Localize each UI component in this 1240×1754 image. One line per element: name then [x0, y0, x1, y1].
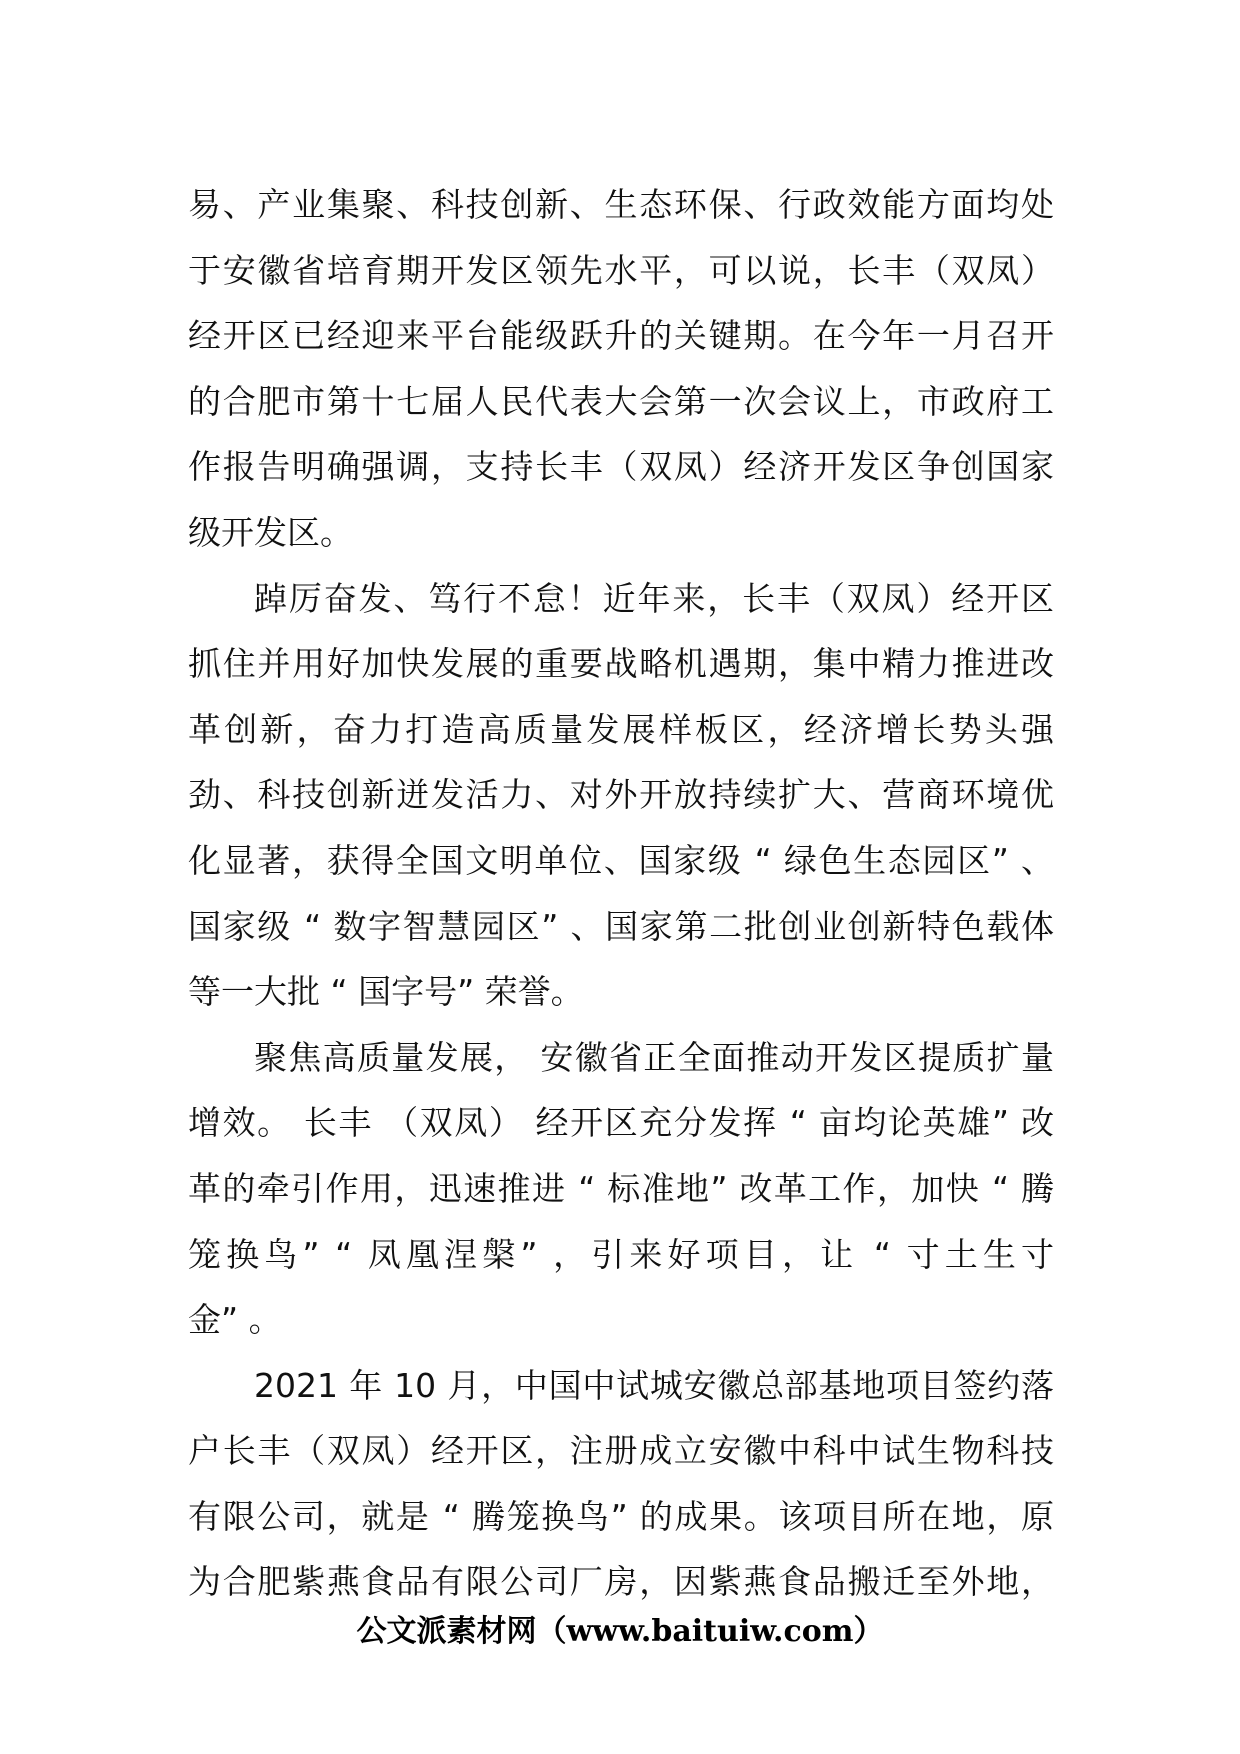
text-line: 易、产业集聚、科技创新、生态环保、行政效能方面均处: [188, 185, 1054, 224]
text-line: 为合肥紫燕食品有限公司厂房，因紫燕食品搬迁至外地，: [188, 1562, 1054, 1602]
text-line: 聚焦高质量发展， 安徽省正全面推动开发区提质扩量: [254, 1037, 1054, 1077]
text-line: 国家级 “ 数字智慧园区” 、国家第二批创业创新特色载体: [188, 906, 1054, 946]
text-line: 于安徽省培育期开发区领先水平，可以说，长丰（双凤）: [188, 250, 1054, 290]
text-line: 级开发区。: [188, 512, 353, 552]
footer-watermark: 公文派素材网（www.baituiw.com）: [356, 1614, 884, 1649]
text-line: 革创新，奋力打造高质量发展样板区，经济增长势头强: [188, 709, 1054, 749]
text-line: 金” 。: [188, 1300, 282, 1340]
text-line: 踔厉奋发、笃行不怠！近年来，长丰（双凤）经开区: [254, 578, 1054, 618]
text-line: 抓住并用好加快发展的重要战略机遇期，集中精力推进改: [188, 644, 1054, 684]
text-line: 革的牵引作用，迅速推进 “ 标准地” 改革工作，加快 “ 腾: [188, 1168, 1054, 1208]
text-line: 户长丰（双凤）经开区，注册成立安徽中科中试生物科技: [188, 1431, 1054, 1471]
text-line: 经开区已经迎来平台能级跃升的关键期。在今年一月召开: [188, 316, 1054, 356]
text-line: 化显著，获得全国文明单位、国家级 “ 绿色生态园区” 、: [188, 840, 1054, 880]
text-line: 作报告明确强调，支持长丰（双凤）经济开发区争创国家: [188, 447, 1054, 487]
text-line: 的合肥市第十七届人民代表大会第一次会议上，市政府工: [188, 381, 1054, 421]
text-line: 劲、科技创新迸发活力、对外开放持续扩大、营商环境优: [188, 775, 1054, 815]
text-line: 增效。 长丰 （双凤） 经开区充分发挥 “ 亩均论英雄” 改: [188, 1103, 1054, 1143]
text-line: 有限公司，就是 “ 腾笼换鸟” 的成果。该项目所在地，原: [188, 1496, 1054, 1536]
text-line: 笼换鸟” “ 凤凰涅槃” ，引来好项目，让 “ 寸土生寸: [188, 1234, 1054, 1274]
text-line: 等一大批 “ 国字号” 荣誉。: [188, 972, 584, 1012]
text-line: 2021 年 10 月，中国中试城安徽总部基地项目签约落: [254, 1365, 1054, 1405]
document-body: [188, 172, 1054, 1615]
